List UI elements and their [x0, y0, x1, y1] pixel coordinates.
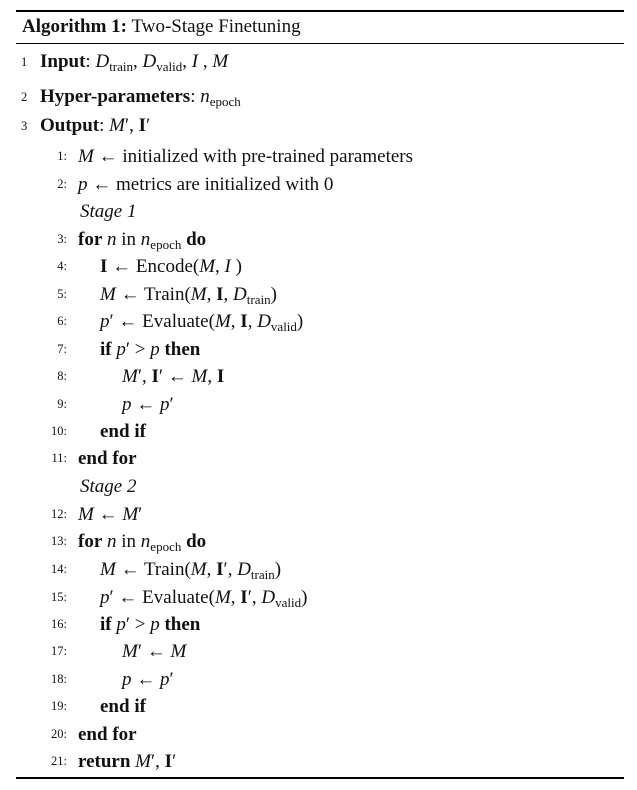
caption-rule [16, 43, 624, 44]
top-rule [16, 10, 624, 12]
stage-1-label: Stage 1 [80, 201, 137, 222]
bottom-rule [16, 777, 624, 779]
stage-2-label: Stage 2 [80, 476, 137, 497]
caption-label: Algorithm 1: [22, 16, 128, 37]
caption-title: Two-Stage Finetuning [131, 16, 301, 37]
algorithm-caption [22, 13, 301, 41]
